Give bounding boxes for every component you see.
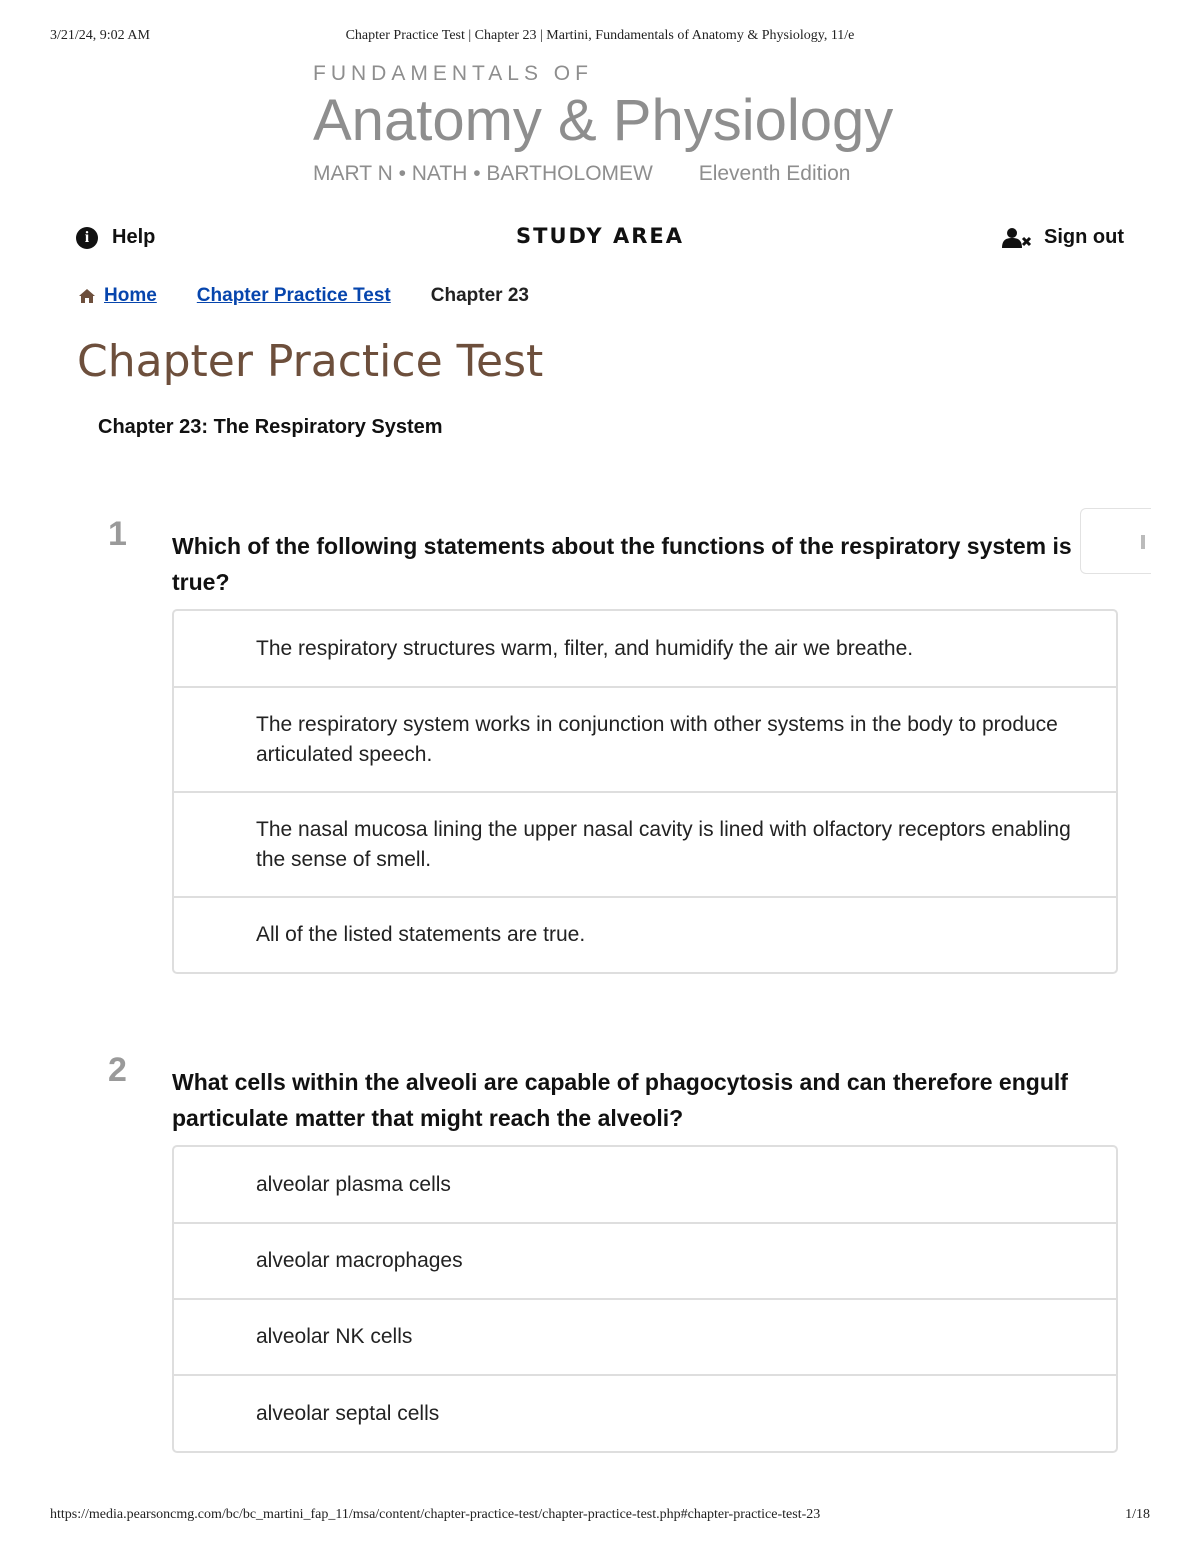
print-header <box>0 28 1200 48</box>
print-date: 3/21/24, 9:02 AM <box>50 28 150 43</box>
answer-choice[interactable]: alveolar macrophages <box>174 1222 1116 1298</box>
info-icon: i <box>76 227 98 249</box>
answer-choice[interactable]: The respiratory system works in conjunction with other systems in the body to produce articulated speech. <box>174 686 1116 791</box>
brand-authors: MART N • NATH • BARTHOLOMEW <box>313 162 653 185</box>
brand-byline <box>313 162 893 186</box>
answer-choices <box>172 1145 1118 1453</box>
question-number: 1 <box>108 515 127 553</box>
chapter-subtitle: Chapter 23: The Respiratory System <box>98 416 443 438</box>
brand-prefix: FUNDAMENTALS OF <box>313 62 593 85</box>
help-label: Help <box>112 226 156 248</box>
print-url: https://media.pearsoncmg.com/bc/bc_martini_fap_11/msa/content/chapter-practice-test/chapter-practice-test.php#chapter-practice-test-23 <box>50 1507 821 1522</box>
answer-choice[interactable]: alveolar NK cells <box>174 1298 1116 1374</box>
user-remove-icon <box>1002 227 1032 249</box>
print-page-number: 1/18 <box>1125 1507 1150 1522</box>
question-text: What cells within the alveoli are capable of phagocytosis and can therefore engulf particulate matter that might reach the alveoli? <box>172 1069 1068 1131</box>
breadcrumb-practice-test-link[interactable]: Chapter Practice Test <box>196 285 391 306</box>
brand-title: Anatomy & Physiology <box>313 88 894 153</box>
sign-out-button[interactable] <box>1002 226 1124 249</box>
top-navbar <box>76 222 1124 256</box>
home-icon <box>78 288 96 304</box>
answer-choice[interactable]: The respiratory structures warm, filter, and humidify the air we breathe. <box>256 636 914 660</box>
breadcrumb-current: Chapter 23 <box>430 285 529 306</box>
study-area-title: STUDY AREA <box>516 224 684 248</box>
answer-choices <box>172 609 1118 974</box>
answer-choice[interactable]: All of the listed statements are true. <box>174 896 1116 972</box>
print-footer <box>0 1507 1200 1527</box>
breadcrumb <box>78 285 529 307</box>
breadcrumb-home-link[interactable]: Home <box>104 285 157 306</box>
brand-logo[interactable] <box>313 62 893 186</box>
answer-choice[interactable]: alveolar plasma cells <box>256 1172 451 1196</box>
brand-edition: Eleventh Edition <box>698 162 851 185</box>
answer-choice[interactable]: The nasal mucosa lining the upper nasal cavity is lined with olfactory receptors enabling the sense of smell. <box>174 791 1116 896</box>
page-title: Chapter Practice Test <box>77 336 544 387</box>
sign-out-label: Sign out <box>1044 226 1124 248</box>
answer-choice[interactable]: alveolar septal cells <box>174 1374 1116 1451</box>
question-text: Which of the following statements about the functions of the respiratory system is true? <box>172 533 1072 595</box>
side-panel-toggle[interactable] <box>1080 508 1151 574</box>
question-number: 2 <box>108 1051 127 1089</box>
side-panel-handle-icon <box>1141 535 1145 549</box>
print-doc-title: Chapter Practice Test | Chapter 23 | Martini, Fundamentals of Anatomy & Physiology, 11/e <box>345 28 855 43</box>
